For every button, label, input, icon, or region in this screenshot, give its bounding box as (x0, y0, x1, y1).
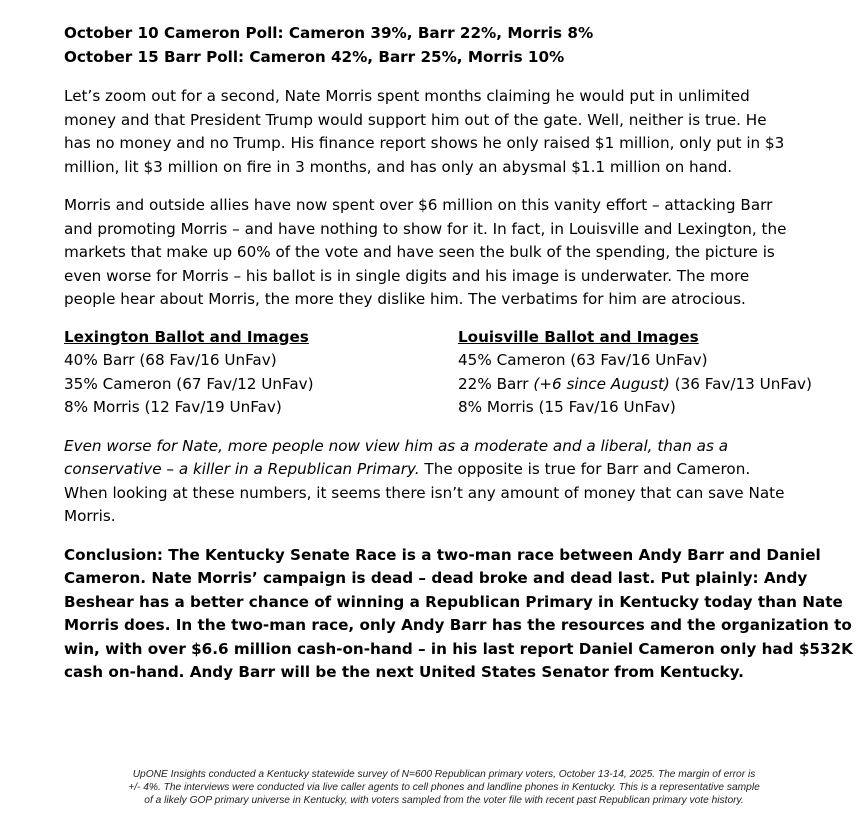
ballot-row: 8% Morris (12 Fav/19 UnFav) (64, 398, 282, 416)
text-line: Beshear has a better chance of winning a Republican Primary in Kentucky today than Nate (64, 592, 843, 611)
poll-line: October 10 Cameron Poll: Cameron 39%, Barr 22%, Morris 8% (64, 24, 594, 42)
text-line: million, lit $3 million on fire in 3 months, and has only an abysmal $1.1 million on hand. (64, 157, 733, 176)
paragraph-ideology (64, 435, 824, 529)
paragraph-spending (64, 194, 824, 312)
poll-line: October 15 Barr Poll: Cameron 42%, Barr 25%, Morris 10% (64, 47, 565, 66)
louisville-ballot (458, 326, 824, 420)
text-line: Conclusion: The Kentucky Senate Race is a two-man race between Andy Barr and Daniel (64, 545, 821, 564)
lexington-ballot (64, 326, 458, 420)
text-line: has no money and no Trump. His finance report shows he only raised $1 million, only put in $3 (64, 134, 785, 152)
paragraph-finances (64, 85, 824, 179)
ballot-row-text: (36 Fav/13 UnFav) (669, 374, 812, 393)
footnote-line: +/- 4%. The interviews were conducted via live caller agents to cell phones and landline phones in Kentucky. This is a representative sample (128, 782, 760, 793)
footnote-line: of a likely GOP primary universe in Kentucky, with voters sampled from the voter file with recent past Republican primary vote history. (144, 795, 744, 806)
lexington-heading: Lexington Ballot and Images (64, 327, 309, 346)
ballot-row: 45% Cameron (63 Fav/16 UnFav) (458, 351, 708, 369)
ballot-row-change-note: (+6 since August) (533, 374, 670, 393)
text-line: money and that President Trump would support him out of the gate. Well, neither is true. He (64, 110, 767, 129)
ballot-row: 8% Morris (15 Fav/16 UnFav) (458, 398, 676, 416)
ballot-row-text: 22% Barr (458, 374, 534, 393)
louisville-heading: Louisville Ballot and Images (458, 327, 699, 346)
italic-text: conservative – a killer in a Republican Primary. (64, 460, 420, 478)
ballot-row (458, 373, 824, 397)
text-line: Even worse for Nate, more people now view him as a moderate and a liberal, than as a (64, 436, 729, 455)
ballot-row: 40% Barr (68 Fav/16 UnFav) (64, 351, 277, 369)
poll-summary (64, 22, 824, 69)
text-line: markets that make up 60% of the vote and have seen the bulk of the spending, the picture is (64, 243, 775, 261)
footnote-line: UpONE Insights conducted a Kentucky statewide survey of N=600 Republican primary voters, October 13-14, 2025. The margin of error is (132, 769, 756, 780)
text-line: When looking at these numbers, it seems there isn’t any amount of money that can save Nate (64, 483, 785, 502)
text-line: Let’s zoom out for a second, Nate Morris spent months claiming he would put in unlimited (64, 87, 750, 105)
text-line: Morris. (64, 507, 116, 525)
methodology-footnote (64, 768, 824, 807)
ballot-columns (64, 326, 824, 420)
text-line: win, with over $6.6 million cash-on-hand – in his last report Daniel Cameron only had $532K (64, 639, 853, 658)
plain-text: The opposite is true for Barr and Cameron. (419, 460, 751, 478)
text-line: and promoting Morris – and have nothing to show for it. In fact, in Louisville and Lexington, the (64, 219, 787, 238)
ballot-row: 35% Cameron (67 Fav/12 UnFav) (64, 374, 314, 393)
text-line (64, 458, 824, 482)
text-line: people hear about Morris, the more they dislike him. The verbatims for him are atrocious. (64, 290, 746, 308)
text-line: cash on-hand. Andy Barr will be the next United States Senator from Kentucky. (64, 663, 744, 681)
paragraph-conclusion (64, 544, 853, 685)
text-line: Cameron. Nate Morris’ campaign is dead – dead broke and dead last. Put plainly: Andy (64, 569, 808, 587)
text-line: Morris does. In the two-man race, only Andy Barr has the resources and the organization to (64, 616, 852, 634)
document-body (64, 22, 853, 685)
text-line: even worse for Morris – his ballot is in single digits and his image is underwater. The more (64, 266, 750, 285)
text-line: Morris and outside allies have now spent over $6 million on this vanity effort – attacking Barr (64, 196, 773, 214)
